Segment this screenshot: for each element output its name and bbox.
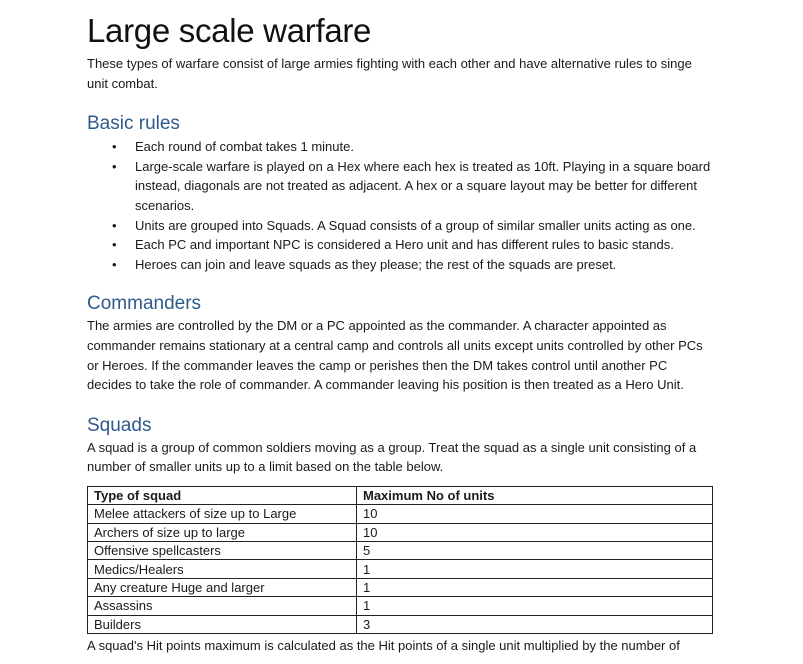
table-row [88,560,713,578]
list-item-text: Each round of combat takes 1 minute. [135,139,354,155]
list-item [87,216,713,236]
truncated-paragraph-text: A squad's Hit points maximum is calculated as the Hit points of a single unit multiplied by the number of [87,638,680,654]
truncated-paragraph [87,636,713,654]
document-page [87,0,713,654]
table-cell: Archers of size up to large [88,523,357,541]
table-header-cell: Maximum No of units [357,486,713,504]
list-item [87,137,713,157]
list-item [87,157,713,216]
list-item-text: Each PC and important NPC is considered a Hero unit and has different rules to basic stands. [135,237,674,253]
table-cell: Offensive spellcasters [88,542,357,560]
table-row [88,505,713,523]
commanders-heading: Commanders [87,293,202,315]
list-item-text: Large-scale warfare is played on a Hex where each hex is treated as 10ft. Playing in a square board instead, diagonals are not treated as adjacent. A hex or a square layout may be better for different scenarios. [135,158,711,213]
bullet-icon: • [112,139,117,155]
commanders-paragraph: The armies are controlled by the DM or a PC appointed as the commander. A character appointed as commander remains stationary at a central camp and controls all units except units controlled by other PCs or Heroes. If the commander leaves the camp or perishes then the DM takes control until another PC decides to take the role of commander. A commander leaving his position is then treated as a Hero Unit. [87,318,703,393]
page-title: Large scale warfare [87,12,372,49]
table-cell: Melee attackers of size up to Large [88,505,357,523]
squads-paragraph: A squad is a group of common soldiers moving as a group. Treat the squad as a single unit consisting of a number of smaller units up to a limit based on the table below. [87,439,697,475]
table-cell: 10 [357,523,713,541]
list-item-text: Units are grouped into Squads. A Squad consists of a group of similar smaller units acting as one. [135,217,696,233]
list-item [87,235,713,255]
list-item [87,255,713,275]
table-header-cell: Type of squad [88,486,357,504]
basic-rules-list [87,137,713,274]
list-item-text: Heroes can join and leave squads as they please; the rest of the squads are preset. [135,256,617,272]
intro-paragraph: These types of warfare consist of large armies fighting with each other and have alternative rules to singe unit combat. [87,56,692,91]
bullet-icon: • [112,237,117,253]
table-cell: 5 [357,542,713,560]
basic-rules-heading: Basic rules [87,113,180,135]
bullet-icon: • [112,158,117,174]
table-cell: Any creature Huge and larger [88,578,357,596]
table-row [88,597,713,615]
bullet-icon: • [112,256,117,272]
squad-limits-table [87,486,713,634]
table-cell: 1 [357,560,713,578]
bullet-icon: • [112,217,117,233]
table-row [88,523,713,541]
table-row [88,578,713,596]
table-header-row [88,486,713,504]
table-cell: 3 [357,615,713,633]
table-cell: Builders [88,615,357,633]
table-row [88,615,713,633]
table-row [88,542,713,560]
table-cell: Assassins [88,597,357,615]
squads-heading: Squads [87,414,152,436]
table-cell: 1 [357,578,713,596]
table-cell: Medics/Healers [88,560,357,578]
table-cell: 10 [357,505,713,523]
table-cell: 1 [357,597,713,615]
